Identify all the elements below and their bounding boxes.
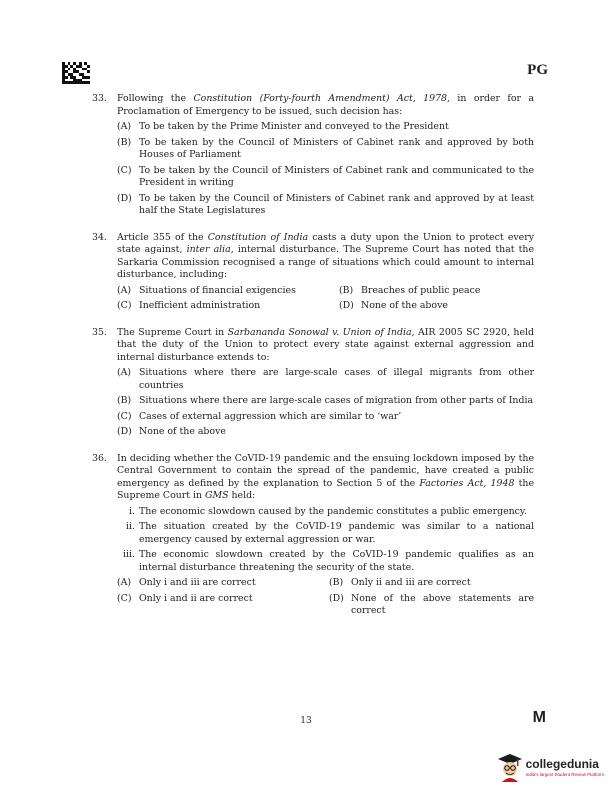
option-c: (C) Inefficient administration — [117, 300, 261, 311]
option-a: (A) Situations of financial exigencies — [117, 284, 296, 296]
question-33 — [92, 93, 534, 218]
option-c: (C) Only i and ii are correct — [117, 592, 253, 604]
question-stem: Article 355 of the Constitution of India casts a duty upon the Union to protect every state against, inter alia, internal disturbance. The Supreme Court has noted that the Sarkaria Commission recognised a range of situations which could amount to internal disturbance, including: — [117, 231, 534, 280]
option-b: (B) Situations where there are large-scale cases of migration from other parts of India — [117, 395, 534, 406]
brand-name: collegedunia — [525, 757, 599, 771]
question-36 — [92, 453, 534, 618]
question-list — [92, 93, 534, 632]
option-c: (C) To be taken by the Council of Ministers of Cabinet rank and communicated to the President in writing — [117, 164, 534, 188]
option-c: (C) Cases of external aggression which are similar to ‘war’ — [117, 410, 402, 422]
option-a: (A) Situations where there are large-scale cases of illegal migrants from other countries — [117, 367, 534, 391]
page-number: 13 — [300, 716, 312, 726]
collegedunia-watermark — [497, 752, 604, 782]
option-a: (A) To be taken by the Prime Minister and conveyed to the President — [117, 121, 449, 132]
option-d: (D) To be taken by the Council of Ministers of Cabinet rank and approved by at least half the State Legislatures — [117, 192, 534, 216]
graduate-mascot-icon — [497, 752, 523, 782]
option-b: (B) Breaches of public peace — [339, 284, 481, 296]
option-d: (D) None of the above — [339, 300, 448, 311]
option-a: (A) Only i and iii are correct — [117, 577, 256, 588]
statement-i: i. The economic slowdown caused by the pandemic constitutes a public emergency. — [129, 505, 527, 517]
question-34 — [92, 232, 534, 313]
question-35 — [92, 327, 534, 439]
question-number: 33. — [92, 93, 107, 104]
statement-iii: iii. The economic slowdown created by the CoVID-19 pandemic qualifies as an internal disturbance threatening the security of the state. — [123, 549, 534, 573]
question-number: 35. — [92, 326, 107, 338]
option-b: (B) Only ii and iii are correct — [329, 577, 471, 588]
question-stem: The Supreme Court in Sarbananda Sonowal v. Union of India, AIR 2005 SC 2920, held that the duty of the Union to protect every state against external aggression and internal disturbance extends to: — [117, 326, 534, 363]
option-d: (D) None of the above statements are correct — [329, 592, 534, 616]
question-stem: Following the Constitution (Forty-fourth Amendment) Act, 1978, in order for a Proclamation of Emergency to be issued, such decision has: — [117, 93, 534, 117]
question-stem: In deciding whether the CoVID-19 pandemic and the ensuing lockdown imposed by the Central Government to contain the spread of the pandemic, have created a public emergency as defined by the explanation to Section 5 of the Factories Act, 1948 the Supreme Court in GMS held: — [117, 452, 534, 501]
question-number: 34. — [92, 231, 107, 243]
page-code: PG — [527, 62, 548, 78]
series-mark: M — [532, 709, 546, 726]
datamatrix-code — [62, 62, 90, 84]
option-d: (D) None of the above — [117, 426, 226, 437]
brand-tagline: India's largest Student Review Platform — [525, 772, 604, 777]
option-b: (B) To be taken by the Council of Ministers of Cabinet rank and approved by both Houses of Parliament — [117, 136, 534, 160]
statement-ii: ii. The situation created by the CoVID-19 pandemic was similar to a national emergency caused by external aggression or war. — [126, 521, 534, 545]
question-number: 36. — [92, 452, 107, 464]
